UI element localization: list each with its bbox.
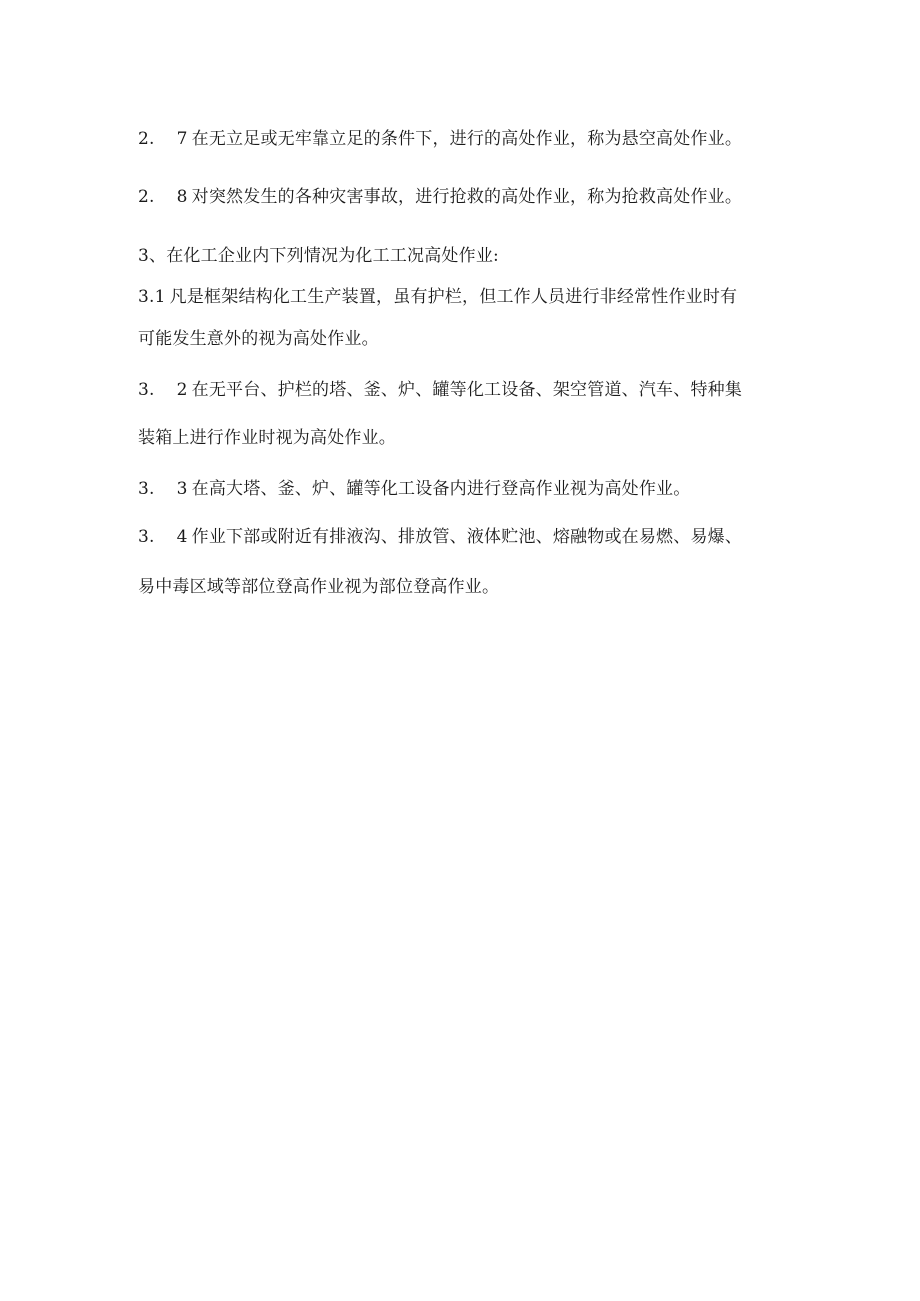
subsection-number: 7 <box>176 129 188 149</box>
paragraph-2-8 <box>138 186 788 208</box>
paragraph-text: 在无平台、护栏的塔、釜、炉、罐等化工设备、架空管道、汽车、特种集 <box>191 380 743 400</box>
paragraph-text: 易中毒区域等部位登高作业视为部位登高作业。 <box>138 577 500 597</box>
section-number: 2. <box>138 187 155 207</box>
paragraph-text: 在高大塔、釜、炉、罐等化工设备内进行登高作业视为高处作业。 <box>191 479 691 499</box>
paragraph-3-4 <box>138 526 788 548</box>
subsection-number: 3 <box>176 479 188 499</box>
paragraph-text: 可能发生意外的视为高处作业。 <box>138 329 379 349</box>
paragraph-text: 凡是框架结构化工生产装置，虽有护栏，但工作人员进行非经常性作业时有 <box>169 287 738 307</box>
paragraph-text: 对突然发生的各种灾害事故，进行抢救的高处作业，称为抢救高处作业。 <box>191 187 743 207</box>
subsection-number: 2 <box>176 380 188 400</box>
section-number: 3.1 <box>138 287 166 307</box>
paragraph-text: 装箱上进行作业时视为高处作业。 <box>138 428 396 448</box>
section-number: 3. <box>138 479 155 499</box>
paragraph-3-3 <box>138 478 788 500</box>
section-3-heading <box>138 245 788 267</box>
paragraph-2-7 <box>138 128 788 150</box>
section-number: 2. <box>138 129 155 149</box>
paragraph-3-2-continued <box>138 427 788 449</box>
subsection-number: 4 <box>176 527 188 547</box>
section-number: 3. <box>138 527 155 547</box>
paragraph-3-1-continued <box>138 328 788 350</box>
paragraph-3-1 <box>138 286 788 308</box>
section-number: 3. <box>138 380 155 400</box>
heading-text: 3、在化工企业内下列情况为化工工况高处作业: <box>138 246 499 266</box>
subsection-number: 8 <box>176 187 188 207</box>
paragraph-3-4-continued <box>138 576 788 598</box>
paragraph-3-2 <box>138 379 788 401</box>
paragraph-text: 在无立足或无牢靠立足的条件下，进行的高处作业，称为悬空高处作业。 <box>191 129 743 149</box>
paragraph-text: 作业下部或附近有排液沟、排放管、液体贮池、熔融物或在易燃、易爆、 <box>191 527 743 547</box>
